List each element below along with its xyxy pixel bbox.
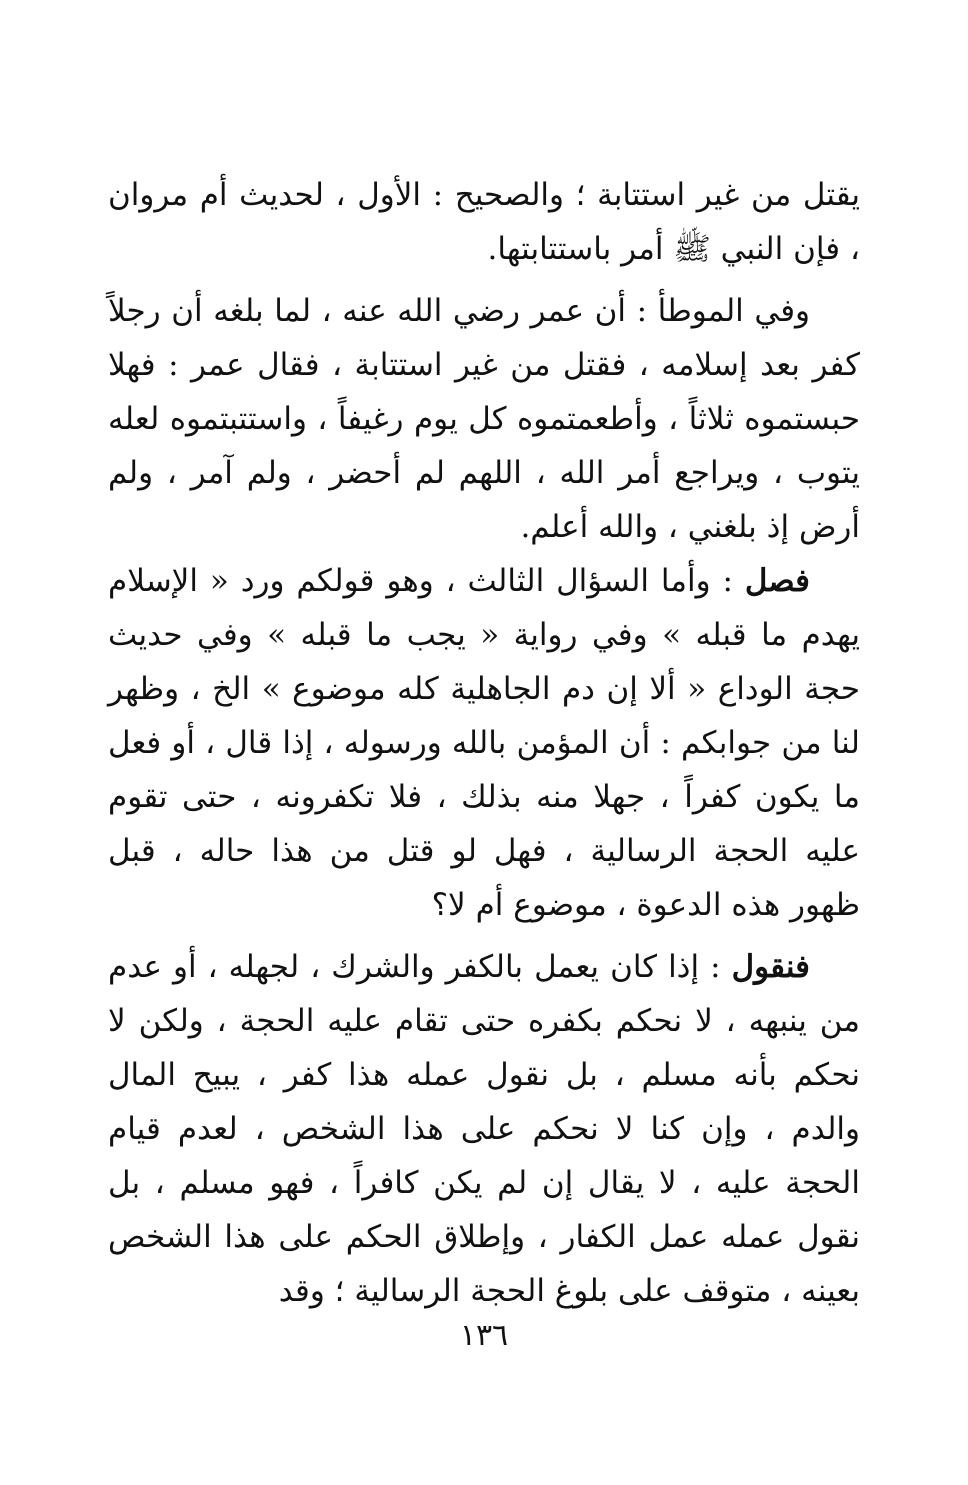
page-number: ١٣٦ <box>459 1318 509 1353</box>
paragraph-1: يقتل من غير استتابة ؛ والصحيح : الأول ، لحديث أم مروان ، فإن النبي ﷺ أمر باستتابتها. <box>108 177 860 267</box>
paragraph-4 <box>108 940 860 1318</box>
page-body <box>108 168 860 1318</box>
paragraph-2: وفي الموطأ : أن عمر رضي الله عنه ، لما بلغه أن رجلاً كفر بعد إسلامه ، فقتل من غير استتابة ، فقال عمر : فهلا حبستموه ثلاثاً ، وأطعمتموه كل يوم رغيفاً ، واستتبتموه لعله يتوب ، ويراجع أمر الله ، اللهم لم أحضر ، ولم آمر ، ولم أرض إذ بلغني ، والله أعلم. <box>108 293 860 545</box>
paragraph-3 <box>108 554 860 932</box>
lead-word-fanaqul: فنقول <box>731 949 810 985</box>
section-heading-fasl: فصل <box>744 563 810 599</box>
paragraph-4-text: : إذا كان يعمل بالكفر والشرك ، لجهله ، أو عدم من ينبهه ، لا نحكم بكفره حتى تقام عليه الحجة ، ولكن لا نحكم بأنه مسلم ، بل نقول عمله هذا كفر ، يبيح المال والدم ، وإن كنا لا نحكم على هذا الشخص ، لعدم قيام الحجة عليه ، لا يقال إن لم يكن كافراً ، فهو مسلم ، بل نقول عمله عمل الكفار ، وإطلاق الحكم على هذا الشخص بعينه ، متوقف على بلوغ الحجة الرسالية ؛ وقد <box>108 949 860 1309</box>
paragraph-3-text: : وأما السؤال الثالث ، وهو قولكم ورد « الإسلام يهدم ما قبله » وفي رواية « يجب ما قبله » وفي حديث حجة الوداع « ألا إن دم الجاهلية كله موضوع » الخ ، وظهر لنا من جوابكم : أن المؤمن بالله ورسوله ، إذا قال ، أو فعل ما يكون كفراً ، جهلا منه بذلك ، فلا تكفرونه ، حتى تقوم عليه الحجة الرسالية ، فهل لو قتل من هذا حاله ، قبل ظهور هذه الدعوة ، موضوع أم لا؟ <box>108 563 860 923</box>
